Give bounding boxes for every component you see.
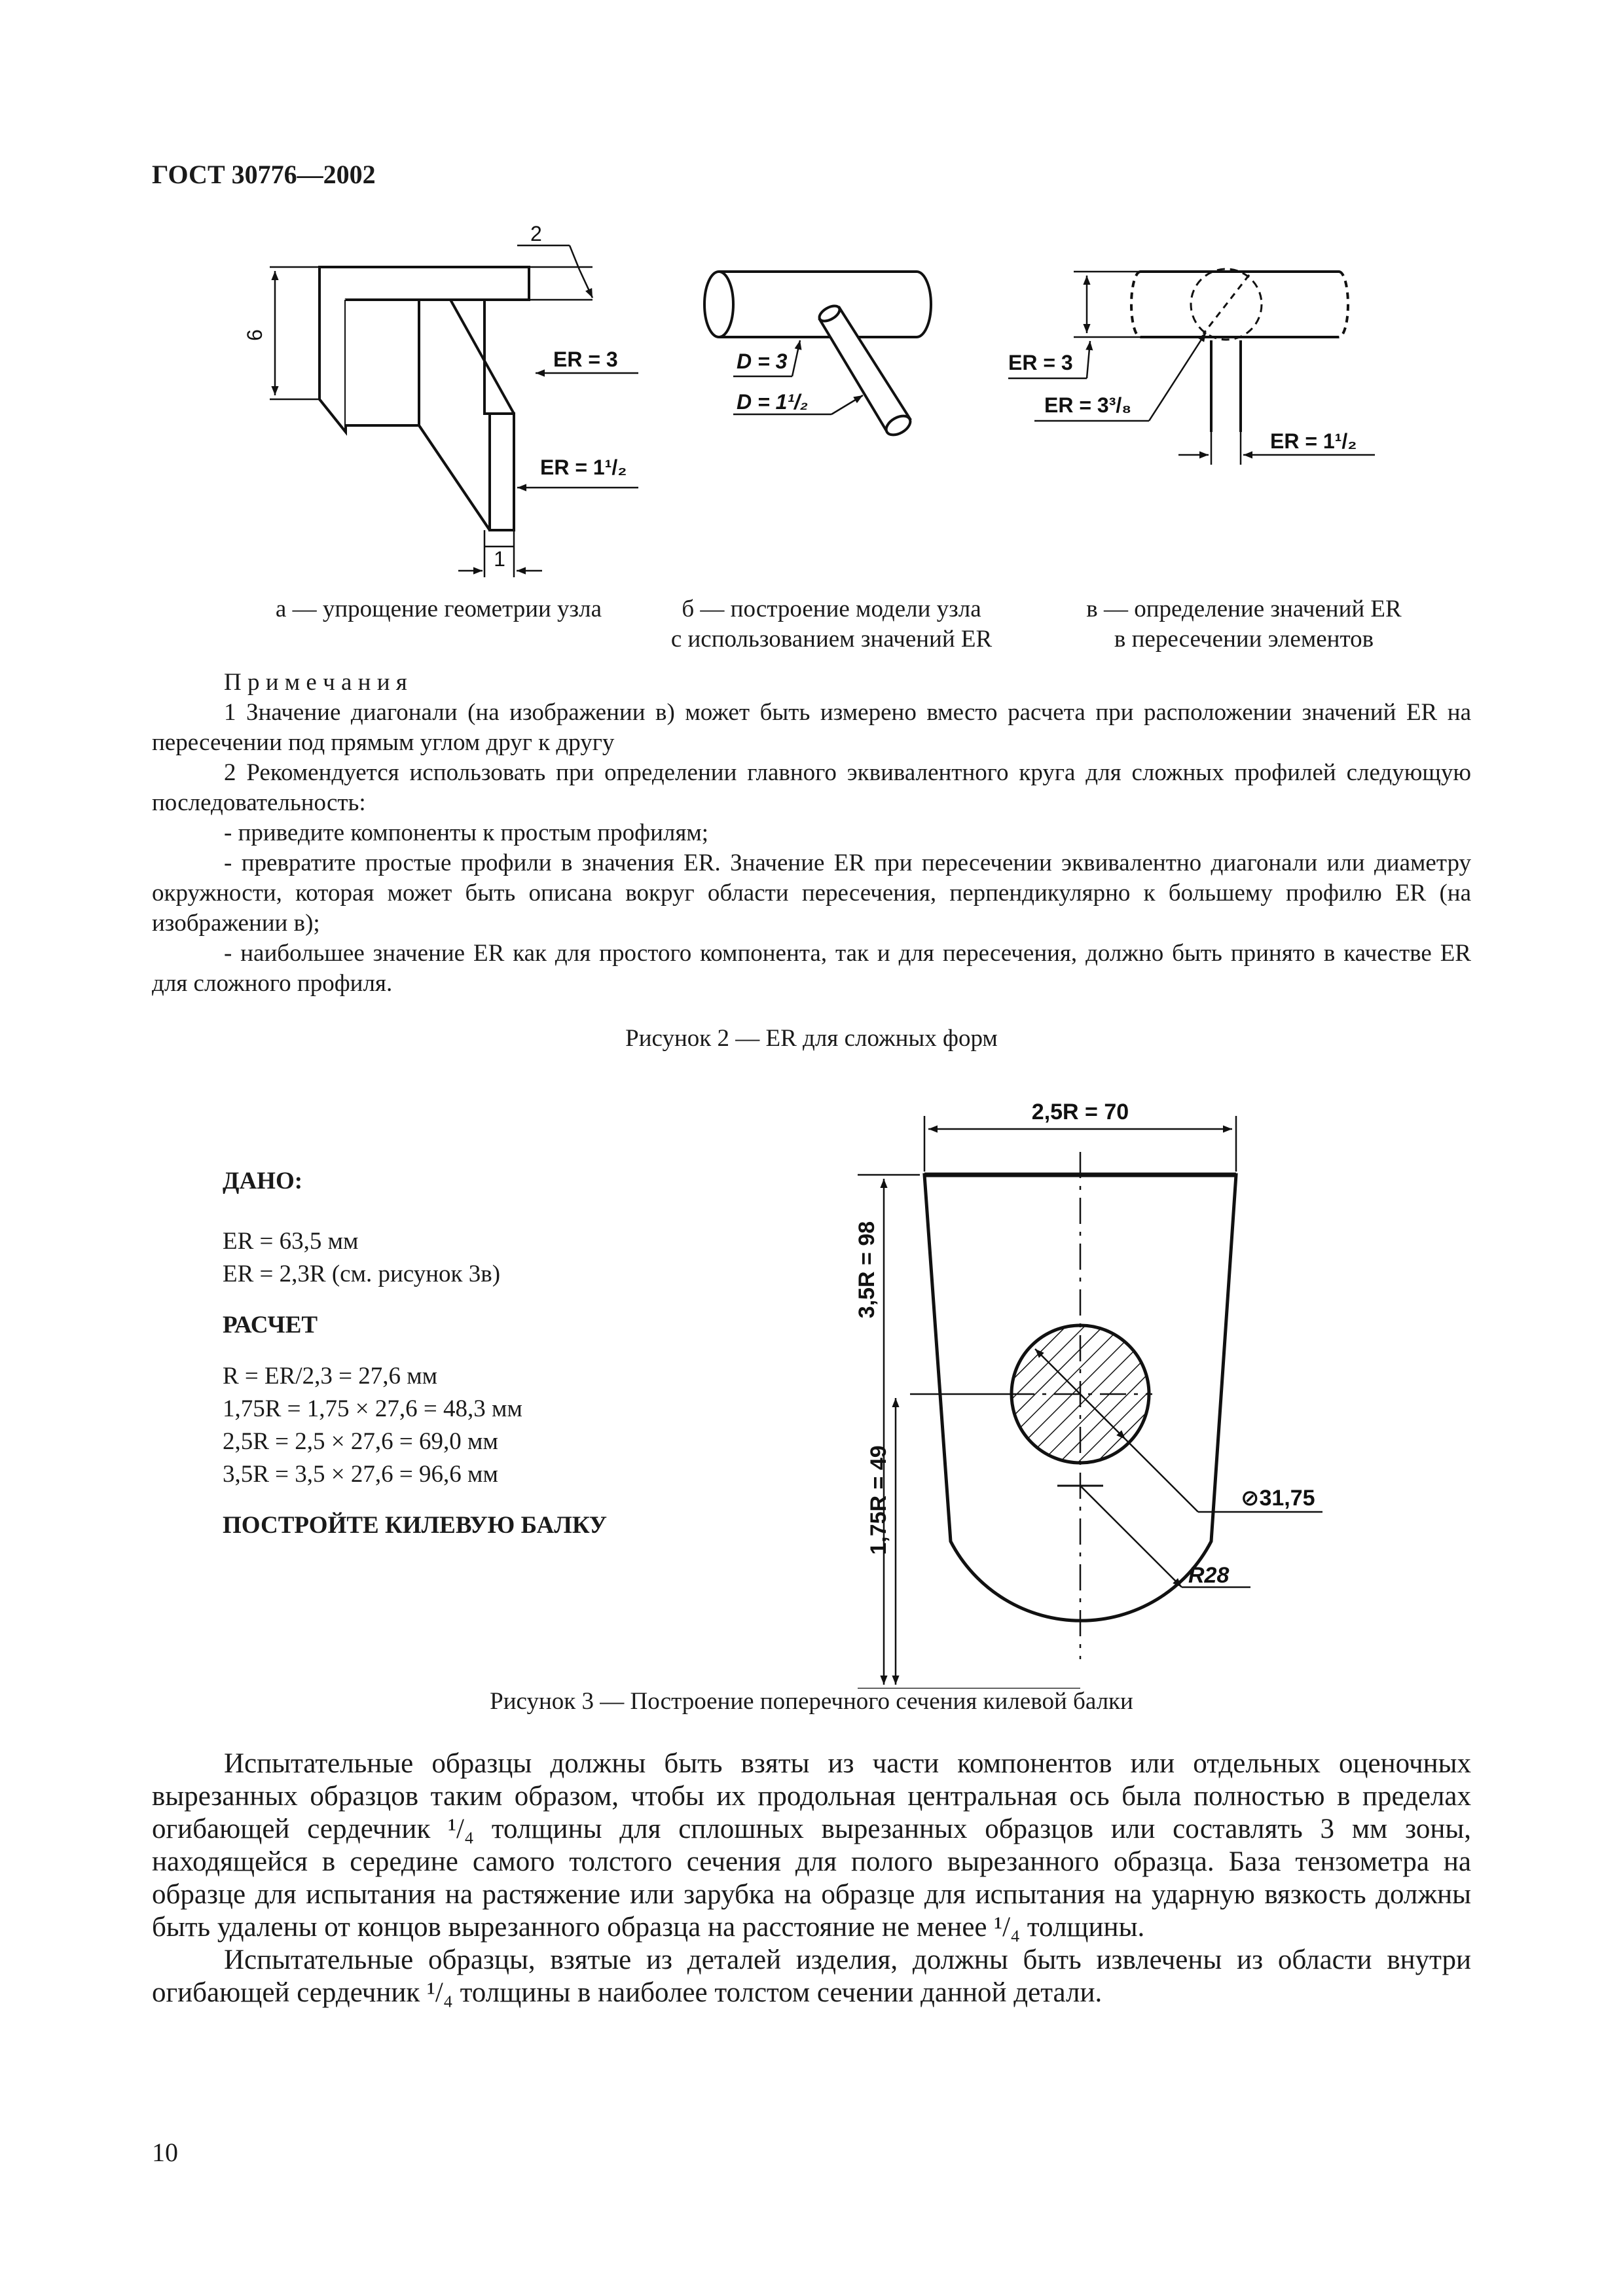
note-bullet-1: - приведите компоненты к простым профилям; [224,819,709,846]
dim-height: 3,5R = 98 [854,1221,879,1319]
figure2-title: Рисунок 2 — ER для сложных форм [625,1025,998,1052]
note-bullet-3: - наибольшее значение ER как для простого компонента, так и для пересечения, должно быть принято в качестве ER для сложного профиля. [152,940,1471,997]
calc-line-1: R = ER/2,3 = 27,6 мм [223,1363,438,1390]
dim-lower: 1,75R = 49 [866,1445,891,1555]
panel-a-label-2: 2 [530,222,542,245]
calc-line-3: 2,5R = 2,5 × 27,6 = 69,0 мм [223,1428,498,1455]
caption-panel-v: в — определение значений ER в пересечении элементов [1086,596,1402,653]
body-paragraph-1: Испытательные образцы должны быть взяты из части компонентов или отдельных оценочных вырезанных образцов таким образом, чтобы их продольная центральная ось была полностью в пределах огибающей сердечник ¹/₄ толщины для сплошных вырезанных образцов или составлять 3 мм зоны, находящейся в середине самого толстого сечения для полого вырезанного образца. База тензометра на образце для испытания на растяжение или зарубка на образце для испытания на ударную вязкость должны быть удалены от концов вырезанного образца на расстояние не менее ¹/₄ толщины. [152,1748,1471,1943]
panel-a-er112: ER = 1¹/₂ [540,456,627,479]
panel-v-er338: ER = 3³/₈ [1044,393,1132,417]
panel-a-label-1: 1 [494,547,505,571]
dim-diameter: ⊘31,75 [1241,1486,1315,1511]
caption-panel-a: а — упрощение геометрии узла [275,596,602,622]
panel-a-er3: ER = 3 [553,348,618,371]
panel-a-drawing [270,245,638,577]
body-paragraph-2: Испытательные образцы, взятые из деталей изделия, должны быть извлечены из области внутри огибающей сердечник ¹/₄ толщины в наиболее толстом сечении данной детали. [152,1945,1471,2008]
figure3-given-block [223,1165,746,1542]
figure3-drawing [805,1086,1395,1689]
panel-b-d3: D = 3 [737,350,788,373]
figure2-notes [152,668,1471,999]
panel-b-d112: D = 1¹/₂ [737,390,809,414]
document-header: ГОСТ 30776—2002 [152,160,376,189]
panel-a-label-6: 6 [243,329,266,341]
build-heading: ПОСТРОЙТЕ КИЛЕВУЮ БАЛКУ [223,1512,608,1539]
figure3-title: Рисунок 3 — Построение поперечного сечения килевой балки [490,1688,1133,1715]
note-bullet-2: - превратите простые профили в значения ER. Значение ER при пересечении эквивалентно диагонали или диаметру окружности, которая может быть описана вокруг области пересечения, перпендикулярно к большему профилю ER (на изображении в); [152,850,1471,937]
calc-line-4: 3,5R = 3,5 × 27,6 = 96,6 мм [223,1461,498,1488]
caption-panel-b: б — построение модели узла с использованием значений ER [670,596,993,653]
given-line-2: ER = 2,3R (см. рисунок 3в) [223,1261,501,1287]
calc-line-2: 1,75R = 1,75 × 27,6 = 48,3 мм [223,1395,522,1422]
note-1: 1 Значение диагонали (на изображении в) может быть измерено вместо расчета при расположении значений ER на пересечении под прямым углом друг к другу [152,699,1471,756]
note-2: 2 Рекомендуется использовать при определении главного эквивалентного круга для сложных профилей следующую последовательность: [152,759,1471,816]
dim-radius: R28 [1188,1563,1230,1588]
body-text [152,1748,1471,2009]
notes-heading: П р и м е ч а н и я [224,669,407,696]
figure2-drawings [0,0,1623,602]
calc-heading: РАСЧЕТ [223,1312,318,1338]
panel-v-er3: ER = 3 [1008,351,1073,374]
given-heading: ДАНО: [223,1168,303,1194]
panel-v-er112: ER = 1¹/₂ [1270,429,1357,453]
page-number: 10 [152,2138,178,2167]
given-line-1: ER = 63,5 мм [223,1228,359,1255]
dim-width: 2,5R = 70 [1031,1100,1129,1124]
